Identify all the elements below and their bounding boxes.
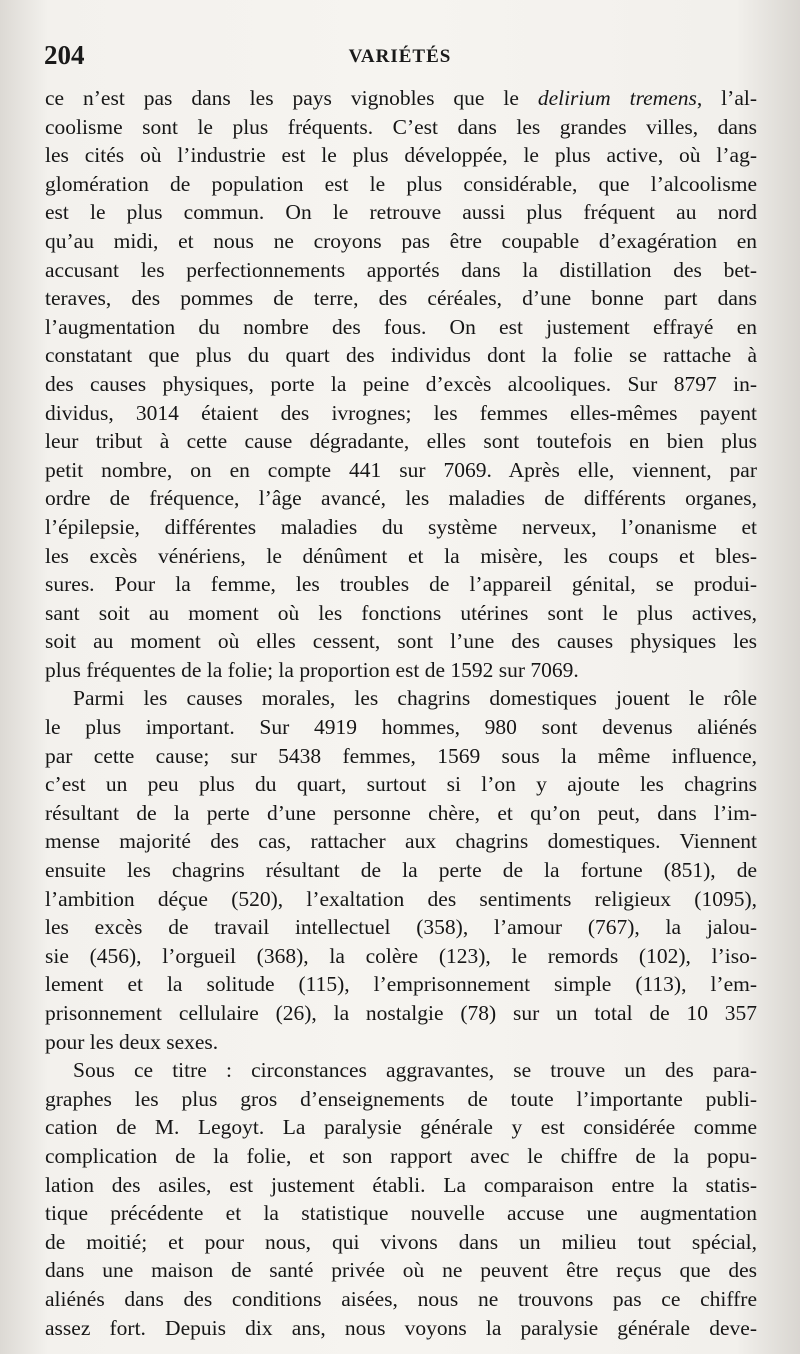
page-header bbox=[44, 36, 756, 76]
text-line bbox=[45, 399, 757, 428]
text-line bbox=[45, 370, 757, 399]
text-line bbox=[45, 713, 757, 742]
text-line bbox=[45, 827, 757, 856]
line-text: complication de la folie, et son rapport avec le chiffre de la popu- bbox=[45, 1143, 757, 1168]
line-text: constatant que plus du quart des individus dont la folie se rattache à bbox=[45, 343, 757, 368]
text-line bbox=[45, 856, 757, 885]
text-line bbox=[45, 113, 757, 142]
text-line bbox=[45, 1228, 757, 1257]
page-number: 204 bbox=[44, 40, 85, 70]
line-text: lement et la solitude (115), l’emprisonnement simple (113), l’em- bbox=[45, 972, 757, 997]
text-line bbox=[45, 1199, 757, 1228]
line-text: est le plus commun. On le retrouve aussi plus fréquent au nord bbox=[45, 200, 757, 225]
line-text: soit au moment où elles cessent, sont l’une des causes physiques les bbox=[45, 629, 757, 654]
text-line bbox=[45, 513, 757, 542]
line-text: accusant les perfectionnements apportés dans la distillation des bet- bbox=[45, 257, 757, 282]
line-text: lation des asiles, est justement établi. La comparaison entre la statis- bbox=[45, 1172, 757, 1197]
text-line bbox=[45, 198, 757, 227]
text-line bbox=[45, 627, 757, 656]
text-line bbox=[45, 1285, 757, 1314]
text-line bbox=[45, 1171, 757, 1200]
line-text: l’augmentation du nombre des fous. On est justement effrayé en bbox=[45, 314, 757, 339]
text-line bbox=[45, 999, 757, 1028]
text-line bbox=[45, 1256, 757, 1285]
text-line bbox=[45, 1142, 757, 1171]
text-line bbox=[45, 570, 757, 599]
text-line bbox=[45, 284, 757, 313]
line-text: sures. Pour la femme, les troubles de l’appareil génital, se produi- bbox=[45, 572, 757, 597]
text-line bbox=[45, 1056, 757, 1085]
text-line bbox=[45, 84, 757, 113]
running-head: VARIÉTÉS bbox=[348, 46, 452, 67]
line-text: ce n’est pas dans les pays vignobles que le bbox=[45, 86, 538, 110]
line-text: aliénés dans des conditions aisées, nous ne trouvons pas ce chiffre bbox=[45, 1286, 757, 1311]
line-text: cation de M. Legoyt. La paralysie générale y est considérée comme bbox=[45, 1115, 757, 1140]
text-line bbox=[45, 170, 757, 199]
line-text: glomération de population est le plus considérable, que l’alcoolisme bbox=[45, 171, 757, 196]
line-text: ordre de fréquence, l’âge avancé, les maladies de différents organes, bbox=[45, 486, 757, 511]
line-text: coolisme sont le plus fréquents. C’est dans les grandes villes, dans bbox=[45, 114, 757, 139]
text-line bbox=[45, 456, 757, 485]
text-line bbox=[45, 742, 757, 771]
line-text: prisonnement cellulaire (26), la nostalgie (78) sur un total de 10 357 bbox=[45, 1001, 757, 1025]
line-text: les excès de travail intellectuel (358), l’amour (767), la jalou- bbox=[45, 915, 757, 940]
text-line bbox=[45, 256, 757, 285]
line-text: plus fréquentes de la folie; la proportion est de 1592 sur 7069. bbox=[45, 657, 579, 682]
line-text: par cette cause; sur 5438 femmes, 1569 sous la même influence, bbox=[45, 743, 757, 768]
text-line bbox=[45, 770, 757, 799]
line-text: dividus, 3014 étaient des ivrognes; les femmes elles-mêmes payent bbox=[45, 400, 757, 425]
text-line bbox=[45, 341, 757, 370]
line-text: leur tribut à cette cause dégradante, elles sont toutefois en bien plus bbox=[45, 429, 757, 454]
line-text: résultant de la perte d’une personne chère, et qu’on peut, dans l’im- bbox=[45, 800, 757, 825]
line-text: ensuite les chagrins résultant de la perte de la fortune (851), de bbox=[45, 858, 757, 883]
text-line bbox=[45, 599, 757, 628]
line-text: teraves, des pommes de terre, des céréales, d’une bonne part dans bbox=[45, 286, 757, 311]
text-line bbox=[45, 799, 757, 828]
text-line bbox=[45, 942, 757, 971]
line-text: Sous ce titre : circonstances aggravantes, se trouve un des para- bbox=[73, 1058, 757, 1083]
text-line bbox=[45, 1085, 757, 1114]
line-text: tique précédente et la statistique nouvelle accuse une augmentation bbox=[45, 1201, 757, 1226]
line-text: mense majorité des cas, rattacher aux chagrins domestiques. Viennent bbox=[45, 829, 757, 854]
line-text: c’est un peu plus du quart, surtout si l’on y ajoute les chagrins bbox=[45, 772, 757, 797]
line-text: Parmi les causes morales, les chagrins domestiques jouent le rôle bbox=[73, 686, 757, 711]
line-text: l’épilepsie, différentes maladies du système nerveux, l’onanisme et bbox=[45, 514, 757, 539]
line-text: graphes les plus gros d’enseignements de toute l’importante publi- bbox=[45, 1086, 757, 1111]
body-text bbox=[45, 84, 757, 1342]
line-text: dans une maison de santé privée où ne peuvent être reçus que des bbox=[45, 1258, 757, 1283]
line-text: de moitié; et pour nous, qui vivons dans un milieu tout spécial, bbox=[45, 1229, 757, 1254]
line-text: les cités où l’industrie est le plus développée, le plus active, où l’ag- bbox=[45, 143, 757, 168]
italic-term: delirium tremens bbox=[537, 86, 697, 110]
text-line bbox=[45, 885, 757, 914]
text-line bbox=[45, 970, 757, 999]
line-text: petit nombre, on en compte 441 sur 7069. Après elle, viennent, par bbox=[45, 457, 757, 482]
line-text: sie (456), l’orgueil (368), la colère (123), le remords (102), l’iso- bbox=[45, 943, 757, 968]
text-line bbox=[45, 227, 757, 256]
line-text: des causes physiques, porte la peine d’excès alcooliques. Sur 8797 in- bbox=[45, 371, 757, 396]
text-line bbox=[45, 542, 757, 571]
text-line bbox=[45, 656, 757, 685]
text-line bbox=[45, 141, 757, 170]
line-text: assez fort. Depuis dix ans, nous voyons la paralysie générale deve- bbox=[45, 1315, 757, 1340]
line-text: pour les deux sexes. bbox=[45, 1029, 219, 1054]
text-line bbox=[45, 913, 757, 942]
text-line bbox=[45, 1028, 757, 1057]
line-text: sant soit au moment où les fonctions utérines sont le plus actives, bbox=[45, 600, 757, 625]
text-line bbox=[45, 1314, 757, 1343]
text-line bbox=[45, 684, 757, 713]
line-text: qu’au midi, et nous ne croyons pas être coupable d’exagération en bbox=[45, 228, 757, 253]
line-text: le plus important. Sur 4919 hommes, 980 sont devenus aliénés bbox=[45, 715, 757, 740]
text-line bbox=[45, 1113, 757, 1142]
text-line bbox=[45, 313, 757, 342]
line-text: l’ambition déçue (520), l’exaltation des sentiments religieux (1095), bbox=[45, 886, 757, 911]
line-text: les excès vénériens, le dénûment et la misère, les coups et bles- bbox=[45, 543, 757, 568]
text-line bbox=[45, 427, 757, 456]
line-text-after: , l’al- bbox=[696, 86, 757, 110]
text-line bbox=[45, 484, 757, 513]
